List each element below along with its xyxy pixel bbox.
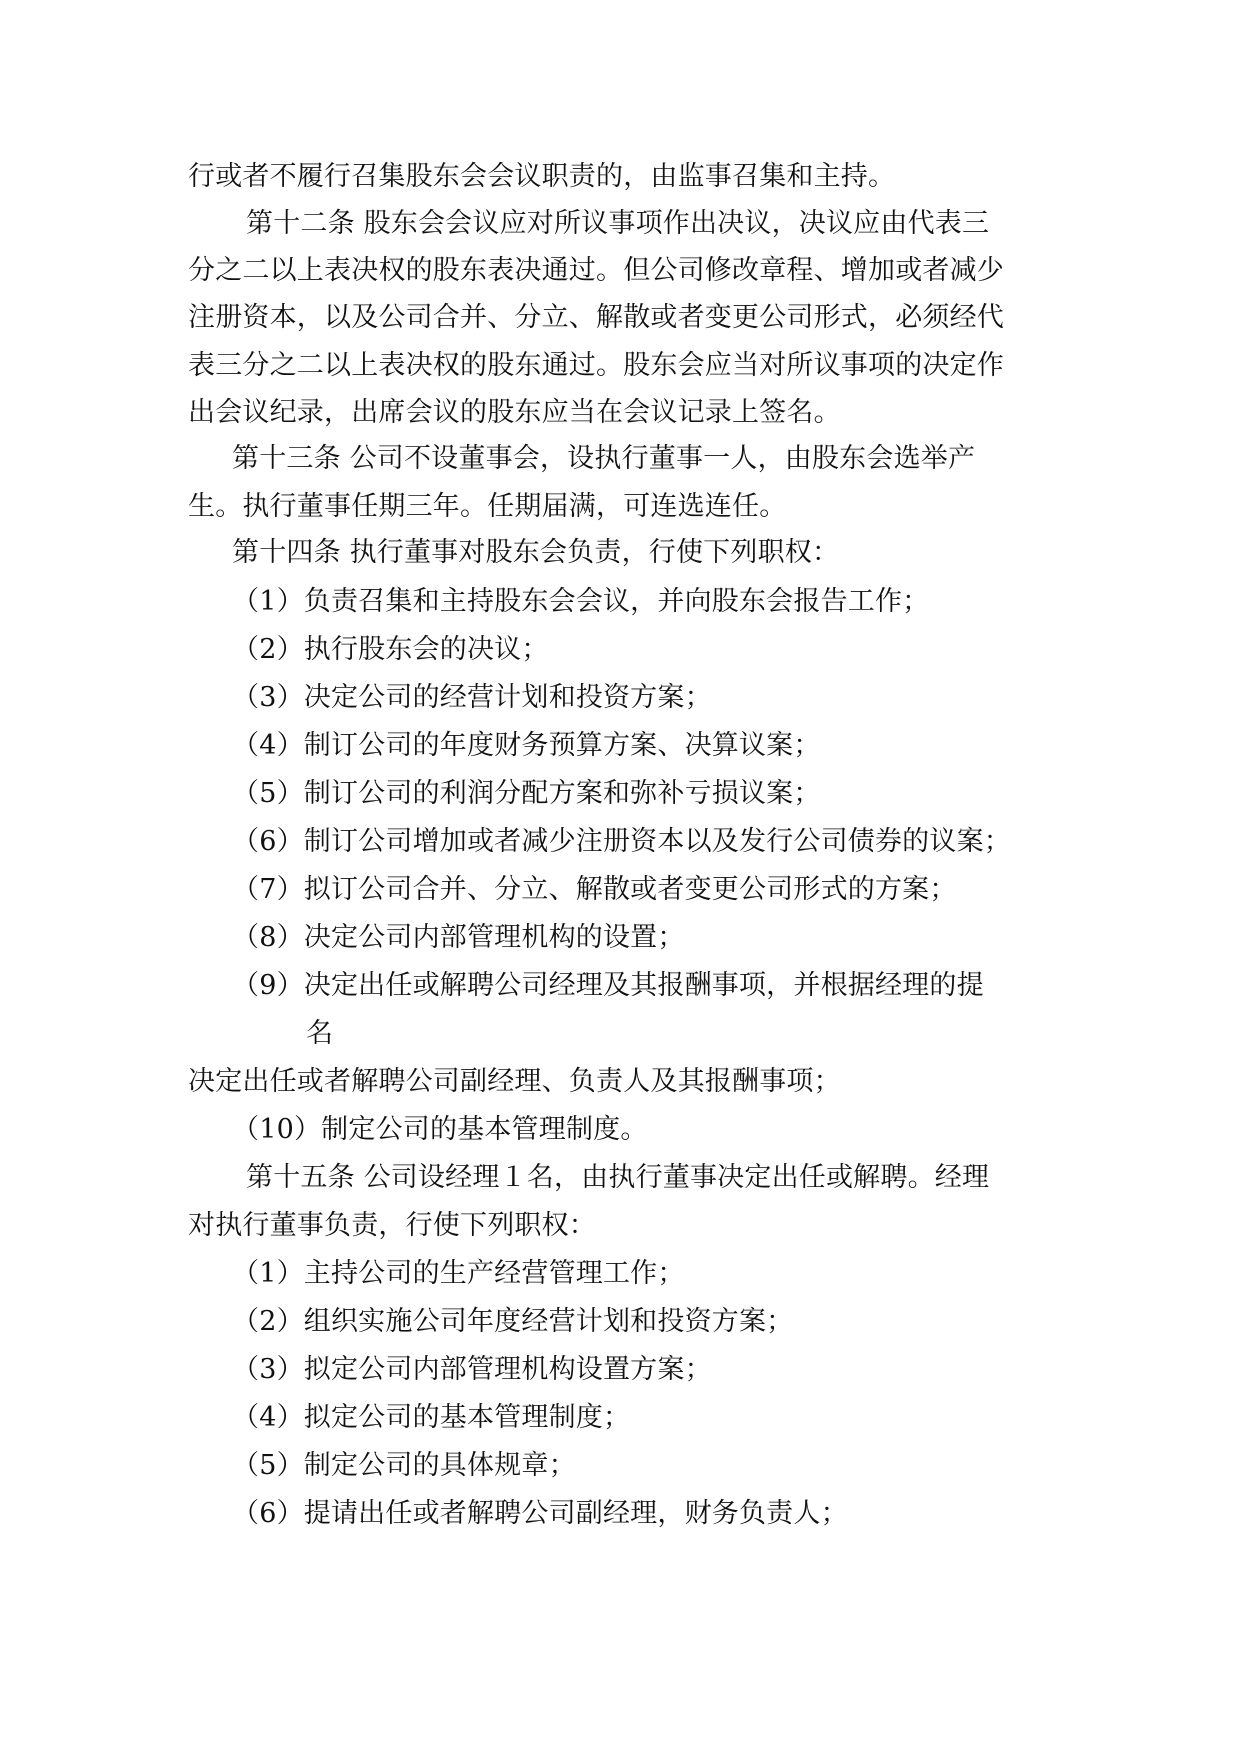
list-item: （5）制定公司的具体规章； <box>232 1450 576 1481</box>
list-item: （10）制定公司的基本管理制度。 <box>232 1114 648 1145</box>
text-line: 注册资本，以及公司合并、分立、解散或者变更公司形式，必须经代 <box>188 302 1004 333</box>
list-item: （1）负责召集和主持股东会会议，并向股东会报告工作； <box>232 586 930 617</box>
list-item: （8）决定公司内部管理机构的设置； <box>232 922 685 953</box>
list-item: （5）制订公司的利润分配方案和弥补亏损议案； <box>232 778 821 809</box>
list-item: （3）决定公司的经营计划和投资方案； <box>232 682 712 713</box>
text-line: 生。执行董事任期三年。任期届满，可连选连任。 <box>188 491 787 522</box>
list-item-continuation: 名 <box>306 1018 334 1049</box>
list-item: （2）执行股东会的决议； <box>232 634 549 665</box>
list-item: （1）主持公司的生产经营管理工作； <box>232 1258 685 1289</box>
list-item: （7）拟订公司合并、分立、解散或者变更公司形式的方案； <box>232 874 957 905</box>
text-line: 表三分之二以上表决权的股东通过。股东会应当对所议事项的决定作 <box>188 350 1004 381</box>
text-line: 行或者不履行召集股东会会议职责的，由监事召集和主持。 <box>188 161 896 192</box>
list-item: （4）拟定公司的基本管理制度； <box>232 1402 631 1433</box>
list-item: （6）提请出任或者解聘公司副经理，财务负责人； <box>232 1498 848 1529</box>
list-item: （4）制订公司的年度财务预算方案、决算议案； <box>232 730 821 761</box>
list-item: （9）决定出任或解聘公司经理及其报酬事项，并根据经理的提 <box>232 970 984 1001</box>
list-item: （6）制订公司增加或者减少注册资本以及发行公司债券的议案； <box>232 826 1011 857</box>
article-14-heading-line: 第十四条 执行董事对股东会负责，行使下列职权： <box>232 537 840 568</box>
text-line: 出会议纪录，出席会议的股东应当在会议记录上签名。 <box>188 397 841 428</box>
list-item: （3）拟定公司内部管理机构设置方案； <box>232 1354 712 1385</box>
text-line: 决定出任或者解聘公司副经理、负责人及其报酬事项； <box>188 1066 841 1097</box>
text-line: 对执行董事负责，行使下列职权： <box>188 1210 596 1241</box>
article-15-heading-line: 第十五条 公司设经理１名，由执行董事决定出任或解聘。经理 <box>246 1162 990 1193</box>
article-12-heading-line: 第十二条 股东会会议应对所议事项作出决议，决议应由代表三 <box>246 208 990 239</box>
article-13-heading-line: 第十三条 公司不设董事会，设执行董事一人，由股东会选举产 <box>232 443 976 474</box>
text-line: 分之二以上表决权的股东表决通过。但公司修改章程、增加或者减少 <box>188 255 1004 286</box>
list-item: （2）组织实施公司年度经营计划和投资方案； <box>232 1306 794 1337</box>
